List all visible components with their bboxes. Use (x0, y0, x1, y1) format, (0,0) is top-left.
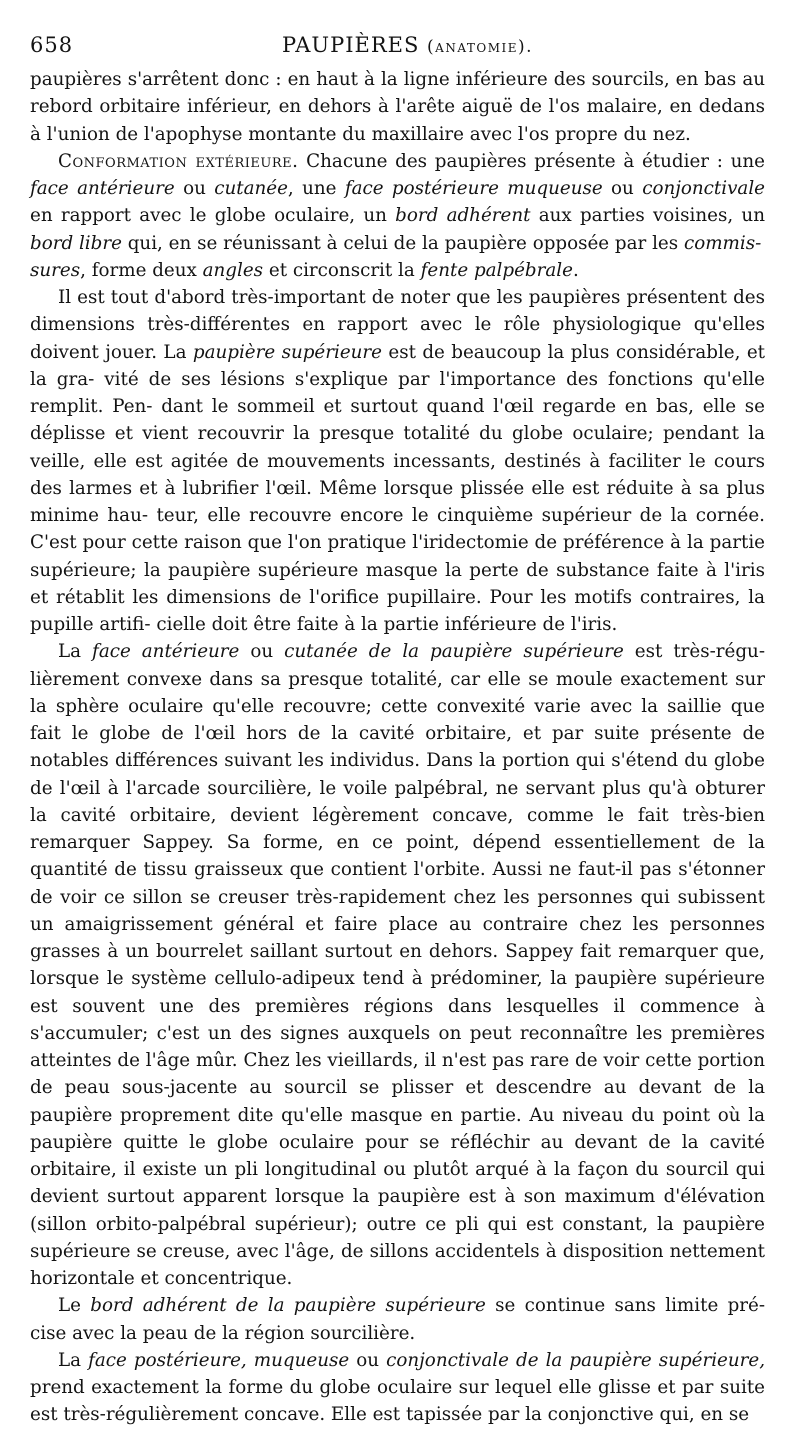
running-header (30, 30, 760, 60)
italic-term: sures (30, 259, 81, 281)
italic-term: face antérieure (92, 641, 240, 663)
italic-term: fente palpébrale (420, 259, 573, 281)
text-run: ou (239, 641, 285, 663)
text-run: est très-régu- lièrement convexe dans sa presque totalité, car elle se moule exactement sur la sphère oculaire qu'elle recouvre; cette convexité varie avec la saillie que fait le globe de l'œil hors de la cavité orbitaire, et par suite présente de notables différences suivant les individus. Dans la portion qui s'étend du globe de l'œil à l'arcade sourcilière, le voile palpébral, ne servant plus qu'à obturer la cavité orbitaire, devient légèrement concave, comme le fait très-bien remarquer Sappey. Sa forme, en ce point, dépend essentiellement de la quantité de tissu graisseux que contient l'orbite. Aussi ne faut-il pas s'étonner de voir ce sillon se creuser très-rapidement chez les personnes qui subissent un amaigrissement général et faire place au contraire chez les personnes grasses à un bourrelet saillant surtout en dehors. Sappey fait remarquer que, lorsque le système cellulo-adipeux tend à prédominer, la paupière supérieure est souvent une des premières régions dans lesquelles il commence à s'accumuler; c'est un des signes auxquels on peut reconnaître les premières atteintes de l'âge mûr. Chez les vieillards, il n'est pas rare de voir cette portion de peau sous-jacente au sourcil se plisser et descendre au devant de la paupière proprement dite qu'elle masque en partie. Au niveau du point où la paupière quitte le globe oculaire pour se réfléchir au devant de la cavité orbitaire, il existe un pli longitudinal ou plutôt arqué à la façon du sourcil qui devient surtout apparent lorsque la paupière est à son maximum d'élévation (sillon orbito-palpébral supérieur); outre ce pli qui est constant, la paupière supérieure se creuse, avec l'âge, de sillons accidentels à disposition nettement horizontale et concentrique. (30, 641, 765, 1289)
italic-term: cutanée (214, 178, 288, 199)
italic-term: face antérieure (30, 178, 175, 199)
text-run: qui, en se réunissant à celui de la paupière opposée par les (121, 232, 684, 254)
text-run: en rapport avec le globe oculaire, un (30, 205, 396, 227)
paragraph-4 (30, 638, 765, 1292)
running-title (282, 30, 533, 62)
text-run: Il est tout d'abord très-important de noter que les paupières présentent des dimensions très-différentes en rapport avec le rôle physiologique qu'elles doivent jouer. La (30, 287, 765, 363)
italic-term: bord adhérent (395, 205, 531, 227)
text-run: ou (602, 178, 643, 199)
paragraph-1 (30, 66, 765, 148)
text-run: La (58, 641, 93, 663)
text-run: , une (287, 178, 345, 199)
paragraph-1-text: paupières s'arrêtent donc : en haut à la ligne inférieure des sourcils, en bas au rebord orbitaire inférieur, en dehors à l'arête aiguë de l'os malaire, en dedans à l'union de l'apophyse montante du maxillaire avec l'os propre du nez. (30, 69, 765, 145)
text-run: aux parties voisines, un (530, 205, 765, 227)
text-run: ou (349, 1349, 387, 1371)
italic-term: paupière supérieure (192, 341, 382, 363)
text-run: . (572, 259, 579, 281)
paragraph-3 (30, 284, 765, 638)
italic-term: bord adhérent de la paupière supérieure (90, 1295, 486, 1317)
italic-term: face postérieure, muqueuse (88, 1349, 350, 1371)
section-label: Conformation extérieure. (58, 150, 299, 172)
italic-term: bord libre (30, 232, 122, 254)
text-run: est de beaucoup la plus considérable, et la gra- vité de ses lésions s'explique par l'importance des fonctions qu'elle remplit. Pen- dant le sommeil et surtout quand l'œil regarde en bas, elle se déplisse et vient recouvrir la presque totalité du globe oculaire; pendant la veille, elle est agitée de mouvements incessants, destinés à faciliter le cours des larmes et à lubrifier l'œil. Même lorsque plissée elle est réduite à sa plus minime hau- teur, elle recouvre encore le cinquième supérieur de la cornée. C'est pour cette raison que l'on pratique l'iridectomie de préférence à la partie supérieure; la paupière supérieure masque la perte de substance faite à l'iris et rétablit les dimensions de l'orifice pupillaire. Pour les motifs contraires, la pupille artifi- cielle doit être faite à la partie inférieure de l'iris. (30, 341, 765, 635)
paragraph-5 (30, 1292, 765, 1347)
text-run: et circonscrit la (263, 259, 421, 281)
paragraph-6 (30, 1347, 765, 1429)
text-run: , forme deux (80, 259, 203, 281)
italic-term: conjonctivale de la paupière supérieure, (386, 1349, 766, 1371)
text-run: La (58, 1349, 89, 1371)
page-number: 658 (30, 33, 74, 57)
text-run: Chacune des paupières présente à étudier : une (298, 150, 765, 172)
italic-term: commis- (683, 232, 762, 254)
body-text (30, 66, 765, 1429)
italic-term: conjonctivale (642, 178, 765, 199)
italic-term: angles (202, 259, 264, 281)
running-title-main: PAUPIÈRES (282, 33, 420, 57)
text-run: se continue sans limite pré- cise avec la peau de la région sourcilière. (30, 1295, 766, 1344)
text-run: Le (58, 1295, 91, 1317)
paragraph-2 (30, 148, 765, 284)
text-run: prend exactement la forme du globe oculaire sur lequel elle glisse et par suite est très-régulièrement concave. Elle est tapissée par la conjonctive qui, en se (30, 1377, 765, 1426)
running-title-sub: (anatomie). (427, 37, 534, 57)
italic-term: face postérieure muqueuse (344, 178, 603, 199)
italic-term: cutanée de la paupière supérieure (284, 641, 624, 663)
text-run: ou (174, 178, 215, 199)
